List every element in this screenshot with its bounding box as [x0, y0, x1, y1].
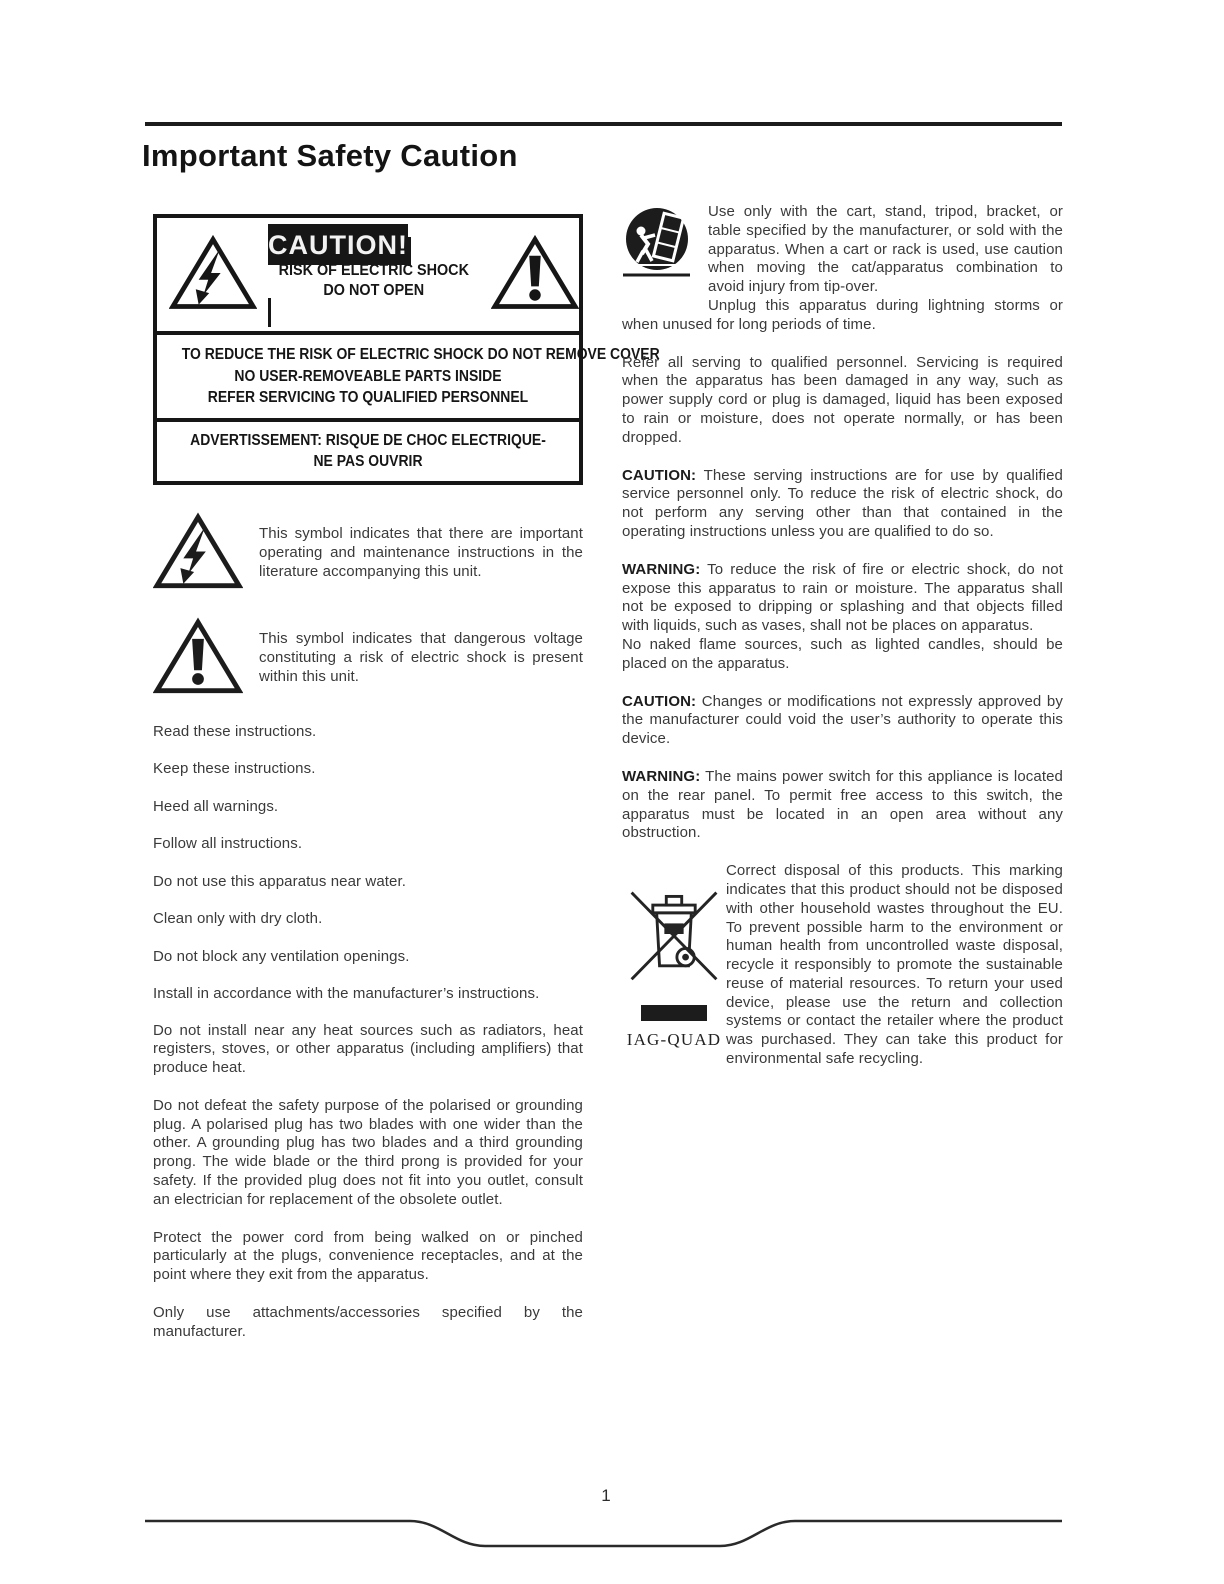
left-column: [153, 214, 660, 1361]
instruction-item: Do not use this apparatus near water.: [153, 872, 407, 890]
weee-black-bar: [641, 1005, 707, 1021]
warning-moisture-paragraph: [622, 561, 1063, 674]
caution-modifications-paragraph: [622, 693, 1063, 749]
exclamation-triangle-icon: [491, 234, 579, 317]
caution-text: These serving instructions are for use by qualified service personnel only. To reduce the risk of electric shock, do not perform any serving other than that contained in the operating instructions unless you are qualified to do so.: [622, 466, 1063, 540]
symbol-explanation-bolt: [153, 512, 583, 596]
cart-warning-paragraph: [622, 203, 1063, 297]
warning-label: WARNING:: [622, 767, 701, 785]
weee-icon-column: [622, 862, 726, 1088]
disposal-section: [622, 862, 1063, 1088]
crossed-out-wheelie-bin-icon: [626, 974, 722, 991]
instruction-item: Heed all warnings.: [153, 797, 279, 815]
warning-mains-switch-paragraph: [622, 768, 1063, 843]
caution-box-center: [268, 230, 480, 321]
warning-naked-flame-line: No naked flame sources, such as lighted candles, should be placed on the apparatus.: [622, 635, 1063, 672]
symbol-explanation-text: This symbol indicates that dangerous voltage constituting a risk of electric shock is present within this unit.: [259, 630, 583, 685]
instruction-paragraph-heat: Do not install near any heat sources such as radiators, heat registers, stoves, or other apparatus (including amplifiers) that produce heat.: [153, 1021, 583, 1077]
instruction-item: Install in accordance with the manufacturer’s instructions.: [153, 985, 540, 1002]
warning-moisture-main: [622, 561, 1063, 636]
header-rule: [145, 122, 1062, 126]
instruction-item: Read these instructions.: [153, 722, 317, 740]
instruction-paragraph-power-cord: Protect the power cord from being walked on or pinched particularly at the plugs, convenience receptacles, and at the point where they exit from the apparatus.: [153, 1228, 583, 1284]
instruction-item: Keep these instructions.: [153, 760, 316, 777]
cart-warning-text: Use only with the cart, stand, tripod, bracket, or table specified by the manufacturer, or sold with the apparatus. When a cart or rack is used, use caution when moving the cat/apparatus combination to avoid injury from tip-over.: [708, 203, 1063, 296]
right-column: [622, 203, 1063, 1088]
symbol-explanation-exclamation: [153, 617, 583, 701]
instruction-paragraph-polarised-plug: Do not defeat the safety purpose of the polarised or grounding plug. A polarised plug has two blades with one wider than the other. A grounding plug has two blades and a third grounding prong. The wide blade or the third prong is provided for your safety. If the provided plug does not fit into you outlet, consult an electrician for replacement of the obsolete outlet.: [153, 1096, 583, 1208]
weee-brand-label: IAG-QUAD: [626, 1030, 722, 1050]
risk-of-shock-panel: RISK OF ELECTRIC SHOCK DO NOT OPEN: [268, 237, 480, 327]
instruction-item: Clean only with dry cloth.: [153, 910, 323, 927]
symbol-explanation-text: This symbol indicates that there are important operating and maintenance instructions in the literature accompanying this unit.: [259, 525, 583, 580]
caution-warning-box: [153, 214, 660, 485]
instruction-item: Follow all instructions.: [153, 835, 303, 852]
exclamation-triangle-icon: [153, 617, 245, 701]
caution-label: CAUTION:: [622, 692, 697, 710]
page-number: 1: [601, 1486, 611, 1505]
caution-text: Changes or modifications not expressly approved by the manufacturer could void the user’s authority to operate this device.: [622, 692, 1063, 748]
caution-box-french-notice: ADVERTISSEMENT: RISQUE DE CHOC ELECTRIQUE- NE PAS OUVRIR: [157, 418, 579, 481]
disposal-text: Correct disposal of this products. This marking indicates that this product should not be disposed with other household wastes throughout the EU. To prevent possible harm to the environment or human health from uncontrolled waste disposal, recycle it responsibly to promote the sustainable reuse of material resources. To return your used device, please use the return and collection systems or contact the retailer where the product was purchased. They can take this product for environmental safe recycling.: [726, 862, 1063, 1068]
page-title: Important Safety Caution: [142, 138, 518, 173]
caution-title: CAUTION!: [268, 224, 408, 265]
instruction-paragraph-attachments: Only use attachments/accessories specified by the manufacturer.: [153, 1304, 583, 1340]
caution-label: CAUTION:: [622, 466, 697, 484]
cart-tip-over-icon: [622, 205, 698, 298]
warning-label: WARNING:: [622, 560, 701, 578]
instruction-item: Do not block any ventilation openings.: [153, 947, 410, 965]
high-voltage-bolt-triangle-icon: [153, 512, 245, 596]
refer-servicing-paragraph: Refer all serving to qualified personnel. Servicing is required when the apparatus has been damaged in any way, such as power supply cord or plug is damaged, liquid has been exposed to rain or moisture, does not operate normally, or has been dropped.: [622, 353, 1063, 446]
unplug-paragraph: Unplug this apparatus during lightning storms or when unused for long periods of time.: [622, 296, 1063, 333]
warning-text: The mains power switch for this appliance is located on the rear panel. To permit free access to this switch, the apparatus must be located in an open area without any obstruction.: [622, 767, 1064, 842]
warning-text: To reduce the risk of fire or electric shock, do not expose this apparatus to rain or moisture. The apparatus shall not be exposed to dripping or splashing and that objects filled with liquids, such as vases, shall not be places on apparatus.: [622, 560, 1063, 635]
caution-box-english-notice: TO REDUCE THE RISK OF ELECTRIC SHOCK DO NOT REMOVE COVER NO USER-REMOVEABLE PARTS INSIDE REFER SERVICING TO QUALIFIED PERSONNEL: [157, 331, 579, 418]
caution-servicing-paragraph: [622, 467, 1063, 542]
caution-box-top-row: [157, 218, 579, 331]
high-voltage-bolt-triangle-icon: [169, 234, 257, 317]
